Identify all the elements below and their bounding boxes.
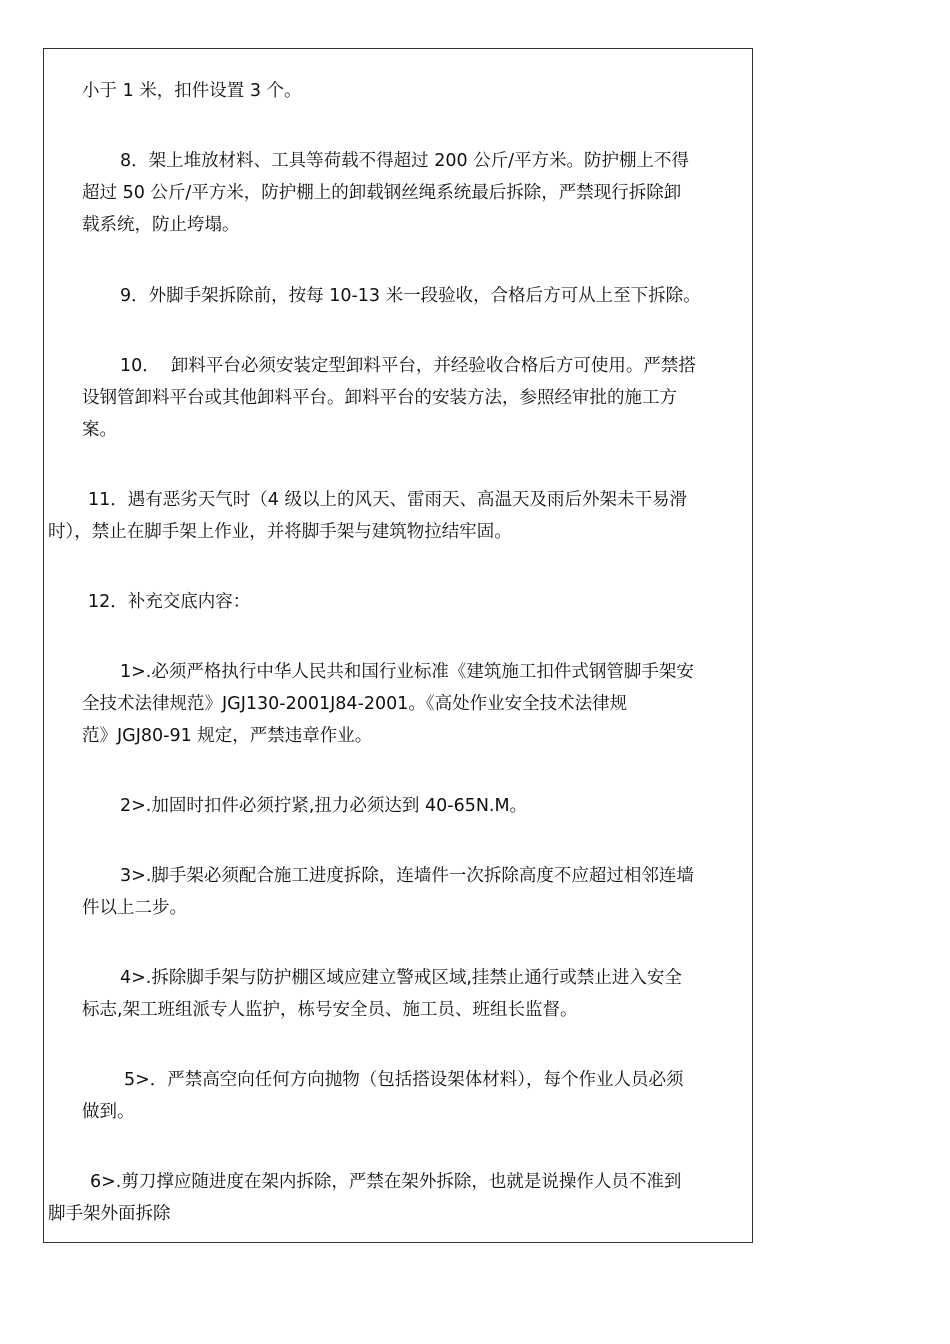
text-line: 5>．严禁高空向任何方向抛物（包括搭设架体材料），每个作业人员必须 — [124, 1070, 684, 1090]
text-line: 案。 — [82, 420, 117, 440]
text-line: 设钢管卸料平台或其他卸料平台。卸料平台的安装方法，参照经审批的施工方 — [82, 388, 677, 408]
text-line: 标志,架工班组派专人监护，栋号安全员、施工员、班组长监督。 — [82, 1000, 578, 1020]
text-line: 2>.加固时扣件必须拧紧,扭力必须达到 40-65N.M。 — [120, 796, 528, 816]
text-line: 小于 1 米，扣件设置 3 个。 — [82, 81, 302, 101]
text-line: 做到。 — [82, 1102, 135, 1122]
text-line: 9．外脚手架拆除前，按每 10-13 米一段验收，合格后方可从上至下拆除。 — [120, 286, 701, 306]
text-line: 4>.拆除脚手架与防护棚区域应建立警戒区域,挂禁止通行或禁止进入安全 — [120, 968, 682, 988]
text-line: 脚手架外面拆除 — [48, 1204, 171, 1224]
text-line: 3>.脚手架必须配合施工进度拆除，连墙件一次拆除高度不应超过相邻连墙 — [120, 866, 694, 886]
text-line: 载系统，防止垮塌。 — [82, 215, 240, 235]
text-line: 11．遇有恶劣天气时（4 级以上的风天、雷雨天、高温天及雨后外架未干易滑 — [88, 490, 687, 510]
text-line: 12．补充交底内容： — [88, 592, 251, 612]
text-line: 范》JGJ80-91 规定，严禁违章作业。 — [82, 726, 373, 746]
text-line: 6>.剪刀撑应随进度在架内拆除，严禁在架外拆除，也就是说操作人员不准到 — [90, 1172, 682, 1192]
text-line: 时），禁止在脚手架上作业，并将脚手架与建筑物拉结牢固。 — [48, 522, 512, 542]
text-line: 件以上二步。 — [82, 898, 187, 918]
text-line: 全技术法律规范》JGJ130-2001J84-2001。《高处作业安全技术法律规 — [82, 694, 628, 714]
text-line: 超过 50 公斤/平方米，防护棚上的卸载钢丝绳系统最后拆除，严禁现行拆除卸 — [82, 183, 682, 203]
text-line: 1>.必须严格执行中华人民共和国行业标准《建筑施工扣件式钢管脚手架安 — [120, 662, 694, 682]
text-line: 8．架上堆放材料、工具等荷载不得超过 200 公斤/平方米。防护棚上不得 — [120, 151, 690, 171]
text-line: 10． 卸料平台必须安装定型卸料平台，并经验收合格后方可使用。严禁搭 — [120, 356, 696, 376]
